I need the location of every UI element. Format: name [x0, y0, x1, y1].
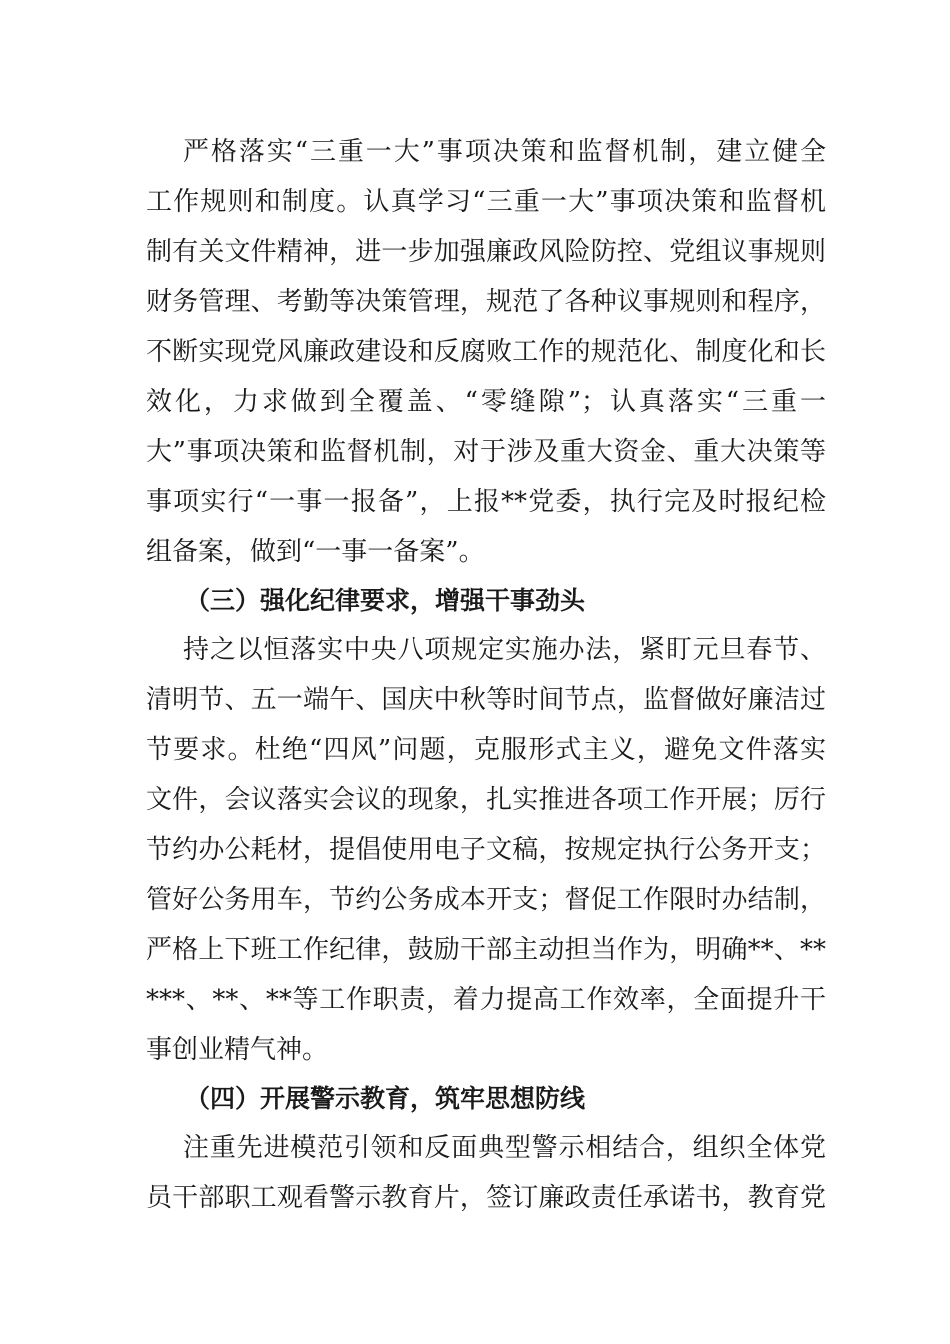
- paragraph-line: 严格上下班工作纪律，鼓励干部主动担当作为，明确**、**: [146, 935, 826, 965]
- paragraph-line: 组备案，做到“一事一备案”。: [146, 537, 485, 567]
- paragraph-line: 工作规则和制度。认真学习“三重一大”事项决策和监督机: [146, 187, 826, 217]
- section-heading: （三）强化纪律要求，增强干事劲头: [185, 586, 586, 615]
- paragraph-line: ***、**、**等工作职责，着力提高工作效率，全面提升干: [146, 985, 826, 1015]
- paragraph-line: 管好公务用车，节约公务成本开支；督促工作限时办结制，: [146, 885, 826, 915]
- paragraph-line: 财务管理、考勤等决策管理，规范了各种议事规则和程序，: [146, 287, 826, 317]
- paragraph-line: 文件，会议落实会议的现象，扎实推进各项工作开展；厉行: [146, 785, 826, 815]
- paragraph-line: 节约办公耗材，提倡使用电子文稿，按规定执行公务开支；: [146, 835, 826, 865]
- paragraph-line: 注重先进模范引领和反面典型警示相结合，组织全体党: [183, 1133, 826, 1163]
- paragraph-line: 不断实现党风廉政建设和反腐败工作的规范化、制度化和长: [146, 337, 826, 367]
- paragraph-line: 节要求。杜绝“四风”问题，克服形式主义，避免文件落实: [146, 735, 826, 765]
- paragraph-line: 清明节、五一端午、国庆中秋等时间节点，监督做好廉洁过: [146, 685, 826, 715]
- paragraph-line: 持之以恒落实中央八项规定实施办法，紧盯元旦春节、: [183, 635, 826, 665]
- paragraph-line: 效化，力求做到全覆盖、“零缝隙”；认真落实“三重一: [146, 387, 826, 417]
- paragraph-line: 事项实行“一事一报备”，上报**党委，执行完及时报纪检: [146, 487, 826, 517]
- paragraph-line: 严格落实“三重一大”事项决策和监督机制，建立健全: [183, 137, 826, 167]
- section-heading: （四）开展警示教育，筑牢思想防线: [185, 1084, 586, 1113]
- paragraph-line: 大”事项决策和监督机制，对于涉及重大资金、重大决策等: [146, 437, 826, 467]
- paragraph-line: 事创业精气神。: [146, 1035, 329, 1065]
- paragraph-line: 制有关文件精神，进一步加强廉政风险防控、党组议事规则: [146, 237, 826, 267]
- paragraph-line: 员干部职工观看警示教育片，签订廉政责任承诺书，教育党: [146, 1183, 826, 1213]
